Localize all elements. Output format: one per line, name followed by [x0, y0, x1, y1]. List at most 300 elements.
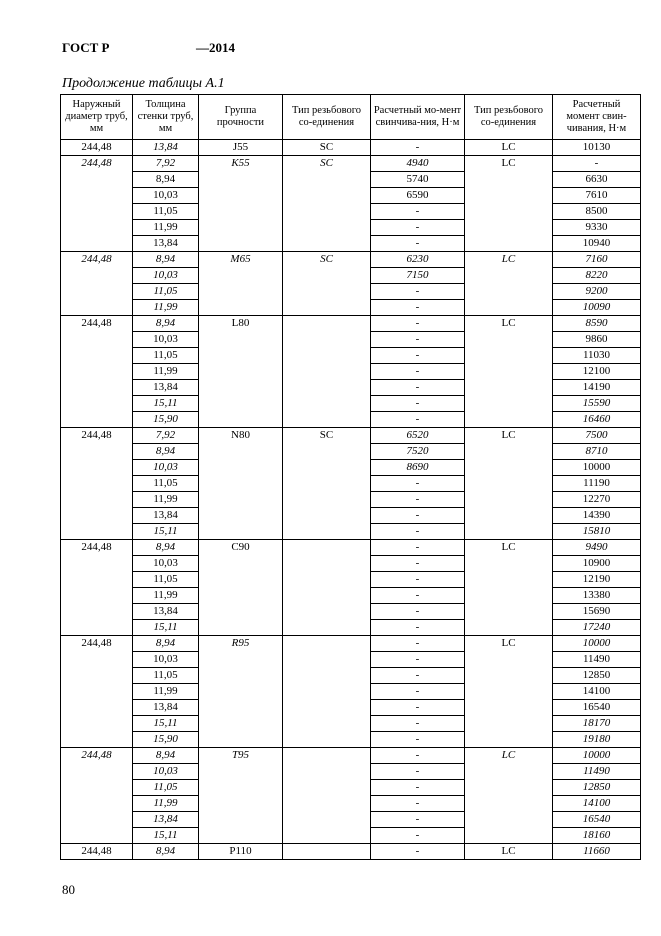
cell-conn1: SC	[283, 156, 371, 172]
cell-conn2	[465, 828, 553, 844]
cell-conn1	[283, 508, 371, 524]
table-row	[61, 732, 641, 748]
cell-thickness: 8,94	[133, 252, 199, 268]
cell-conn2	[465, 236, 553, 252]
cell-conn1	[283, 284, 371, 300]
cell-conn1	[283, 620, 371, 636]
cell-conn2	[465, 620, 553, 636]
cell-diameter	[61, 764, 133, 780]
cell-torque2: 10940	[553, 236, 641, 252]
cell-thickness: 11,99	[133, 492, 199, 508]
cell-conn1	[283, 764, 371, 780]
cell-torque2: 19180	[553, 732, 641, 748]
cell-thickness: 11,05	[133, 668, 199, 684]
cell-diameter	[61, 604, 133, 620]
cell-conn2: LC	[465, 140, 553, 156]
cell-thickness: 11,05	[133, 284, 199, 300]
cell-thickness: 11,05	[133, 348, 199, 364]
cell-thickness: 10,03	[133, 268, 199, 284]
cell-conn2	[465, 780, 553, 796]
cell-torque2: 13380	[553, 588, 641, 604]
cell-torque2: 14390	[553, 508, 641, 524]
document-header	[62, 40, 235, 56]
cell-thickness: 15,11	[133, 828, 199, 844]
cell-conn1	[283, 476, 371, 492]
table-row	[61, 668, 641, 684]
cell-conn1	[283, 732, 371, 748]
cell-torque1: -	[371, 508, 465, 524]
cell-torque2: 8710	[553, 444, 641, 460]
cell-conn2: LC	[465, 316, 553, 332]
table-row	[61, 332, 641, 348]
cell-conn1	[283, 588, 371, 604]
table-header-row	[61, 95, 641, 140]
cell-diameter: 244,48	[61, 636, 133, 652]
cell-conn1: SC	[283, 140, 371, 156]
cell-diameter	[61, 172, 133, 188]
table-row	[61, 268, 641, 284]
cell-torque1: -	[371, 412, 465, 428]
cell-torque1: 6590	[371, 188, 465, 204]
cell-conn2	[465, 188, 553, 204]
col-outer-diameter: Наружный диаметр труб, мм	[61, 95, 133, 140]
table-row	[61, 796, 641, 812]
cell-thickness: 15,11	[133, 620, 199, 636]
cell-torque1: -	[371, 332, 465, 348]
cell-conn2	[465, 460, 553, 476]
cell-conn2	[465, 172, 553, 188]
cell-torque1: -	[371, 236, 465, 252]
table-row	[61, 588, 641, 604]
col-wall-thickness: Толщина стенки труб, мм	[133, 95, 199, 140]
cell-group: M65	[199, 252, 283, 268]
cell-thickness: 8,94	[133, 540, 199, 556]
cell-torque1: -	[371, 556, 465, 572]
table-row	[61, 492, 641, 508]
cell-group: T95	[199, 748, 283, 764]
cell-conn2	[465, 796, 553, 812]
col-torque-1: Расчетный мо-мент свинчива-ния, Н·м	[371, 95, 465, 140]
cell-conn1	[283, 700, 371, 716]
table-row	[61, 412, 641, 428]
table-row	[61, 428, 641, 444]
cell-diameter: 244,48	[61, 540, 133, 556]
table-row	[61, 748, 641, 764]
cell-diameter	[61, 668, 133, 684]
cell-torque1: 4940	[371, 156, 465, 172]
cell-thickness: 13,84	[133, 812, 199, 828]
cell-torque2: 18170	[553, 716, 641, 732]
cell-diameter	[61, 204, 133, 220]
cell-diameter	[61, 460, 133, 476]
cell-conn2: LC	[465, 844, 553, 860]
cell-torque1: -	[371, 540, 465, 556]
cell-torque2: 10090	[553, 300, 641, 316]
cell-conn1	[283, 268, 371, 284]
cell-torque2: 10900	[553, 556, 641, 572]
cell-diameter	[61, 268, 133, 284]
cell-torque2: 7160	[553, 252, 641, 268]
cell-torque2: 15810	[553, 524, 641, 540]
cell-torque2: 16540	[553, 812, 641, 828]
cell-thickness: 13,84	[133, 604, 199, 620]
cell-torque2: 10130	[553, 140, 641, 156]
cell-conn2	[465, 364, 553, 380]
table-caption: Продолжение таблицы А.1	[62, 76, 225, 91]
cell-torque1: -	[371, 220, 465, 236]
cell-thickness: 11,99	[133, 220, 199, 236]
cell-torque1: -	[371, 524, 465, 540]
cell-group	[199, 332, 283, 348]
cell-torque1: 6230	[371, 252, 465, 268]
cell-thickness: 11,05	[133, 204, 199, 220]
cell-group	[199, 188, 283, 204]
table-row	[61, 284, 641, 300]
cell-group: K55	[199, 156, 283, 172]
cell-group	[199, 668, 283, 684]
standard-code: ГОСТ Р	[62, 40, 110, 55]
col-strength-group: Группа прочности	[199, 95, 283, 140]
cell-group	[199, 236, 283, 252]
cell-torque2: 17240	[553, 620, 641, 636]
cell-diameter: 244,48	[61, 156, 133, 172]
cell-conn2: LC	[465, 636, 553, 652]
table-row	[61, 828, 641, 844]
table-row	[61, 604, 641, 620]
cell-conn2	[465, 396, 553, 412]
cell-diameter	[61, 492, 133, 508]
cell-group	[199, 812, 283, 828]
cell-diameter	[61, 444, 133, 460]
cell-torque2: 10000	[553, 460, 641, 476]
cell-thickness: 13,84	[133, 700, 199, 716]
cell-thickness: 8,94	[133, 316, 199, 332]
cell-conn2	[465, 300, 553, 316]
cell-torque1: -	[371, 828, 465, 844]
cell-diameter	[61, 620, 133, 636]
cell-conn1	[283, 396, 371, 412]
table-row	[61, 252, 641, 268]
cell-diameter	[61, 524, 133, 540]
cell-conn1: SC	[283, 252, 371, 268]
cell-torque2: 6630	[553, 172, 641, 188]
cell-thickness: 8,94	[133, 636, 199, 652]
cell-torque1: -	[371, 780, 465, 796]
table-row	[61, 764, 641, 780]
cell-torque1: -	[371, 604, 465, 620]
cell-thickness: 13,84	[133, 140, 199, 156]
table-row	[61, 380, 641, 396]
cell-group	[199, 716, 283, 732]
cell-torque2: 14190	[553, 380, 641, 396]
cell-diameter	[61, 812, 133, 828]
cell-torque2: 18160	[553, 828, 641, 844]
cell-conn2	[465, 524, 553, 540]
cell-thickness: 7,92	[133, 428, 199, 444]
table-row	[61, 572, 641, 588]
cell-group	[199, 796, 283, 812]
cell-diameter	[61, 300, 133, 316]
cell-conn2: LC	[465, 748, 553, 764]
cell-group	[199, 348, 283, 364]
cell-conn1	[283, 636, 371, 652]
cell-thickness: 11,05	[133, 780, 199, 796]
table-row	[61, 396, 641, 412]
table-row	[61, 364, 641, 380]
cell-torque2: 15690	[553, 604, 641, 620]
cell-diameter	[61, 700, 133, 716]
cell-torque2: 8590	[553, 316, 641, 332]
cell-torque1: -	[371, 796, 465, 812]
cell-conn2	[465, 332, 553, 348]
cell-conn2	[465, 380, 553, 396]
cell-torque2: 10000	[553, 636, 641, 652]
table-row	[61, 172, 641, 188]
cell-conn2	[465, 492, 553, 508]
cell-conn2: LC	[465, 540, 553, 556]
table-row	[61, 460, 641, 476]
cell-thickness: 13,84	[133, 380, 199, 396]
cell-torque2: 15590	[553, 396, 641, 412]
cell-torque2: 14100	[553, 796, 641, 812]
cell-diameter	[61, 284, 133, 300]
table-row	[61, 236, 641, 252]
cell-conn2	[465, 556, 553, 572]
cell-group	[199, 780, 283, 796]
cell-thickness: 10,03	[133, 764, 199, 780]
cell-diameter	[61, 220, 133, 236]
cell-thickness: 13,84	[133, 508, 199, 524]
cell-diameter	[61, 732, 133, 748]
table-row	[61, 844, 641, 860]
cell-conn1	[283, 460, 371, 476]
cell-conn2: LC	[465, 252, 553, 268]
cell-conn2: LC	[465, 156, 553, 172]
cell-conn1	[283, 556, 371, 572]
cell-group: J55	[199, 140, 283, 156]
cell-torque1: -	[371, 396, 465, 412]
cell-conn2	[465, 268, 553, 284]
cell-conn2	[465, 204, 553, 220]
cell-conn1	[283, 316, 371, 332]
cell-conn2	[465, 572, 553, 588]
cell-conn1	[283, 412, 371, 428]
cell-torque1: -	[371, 700, 465, 716]
cell-thickness: 11,05	[133, 572, 199, 588]
table-row	[61, 444, 641, 460]
cell-torque1: -	[371, 684, 465, 700]
table-row	[61, 700, 641, 716]
cell-diameter	[61, 412, 133, 428]
cell-thickness: 10,03	[133, 460, 199, 476]
cell-conn1	[283, 668, 371, 684]
table-row	[61, 524, 641, 540]
cell-torque2: 11190	[553, 476, 641, 492]
cell-torque1: -	[371, 764, 465, 780]
cell-group	[199, 380, 283, 396]
cell-torque1: -	[371, 364, 465, 380]
table-row	[61, 204, 641, 220]
cell-conn2	[465, 220, 553, 236]
cell-thickness: 11,99	[133, 364, 199, 380]
cell-torque1: -	[371, 668, 465, 684]
cell-conn1	[283, 796, 371, 812]
cell-group	[199, 460, 283, 476]
cell-group	[199, 588, 283, 604]
cell-conn1	[283, 348, 371, 364]
cell-diameter	[61, 796, 133, 812]
cell-torque2: 9490	[553, 540, 641, 556]
cell-conn2	[465, 684, 553, 700]
cell-group	[199, 556, 283, 572]
cell-conn1	[283, 204, 371, 220]
cell-torque2: 14100	[553, 684, 641, 700]
table-row	[61, 556, 641, 572]
cell-group	[199, 764, 283, 780]
cell-torque2: 11660	[553, 844, 641, 860]
cell-group	[199, 300, 283, 316]
cell-thickness: 7,92	[133, 156, 199, 172]
cell-torque1: -	[371, 588, 465, 604]
cell-thickness: 15,11	[133, 716, 199, 732]
cell-thickness: 8,94	[133, 844, 199, 860]
cell-torque1: 7520	[371, 444, 465, 460]
cell-group	[199, 620, 283, 636]
cell-torque2: 12190	[553, 572, 641, 588]
cell-torque2: 11030	[553, 348, 641, 364]
table-row	[61, 508, 641, 524]
cell-conn1	[283, 220, 371, 236]
cell-torque2: 12270	[553, 492, 641, 508]
cell-torque1: -	[371, 844, 465, 860]
cell-thickness: 11,99	[133, 796, 199, 812]
cell-conn1	[283, 364, 371, 380]
cell-torque1: -	[371, 636, 465, 652]
cell-torque2: 10000	[553, 748, 641, 764]
cell-torque1: 6520	[371, 428, 465, 444]
table-row	[61, 476, 641, 492]
cell-torque1: -	[371, 492, 465, 508]
cell-conn2	[465, 700, 553, 716]
table-row	[61, 140, 641, 156]
cell-torque2: 7500	[553, 428, 641, 444]
cell-torque1: -	[371, 300, 465, 316]
cell-group	[199, 220, 283, 236]
cell-conn2	[465, 716, 553, 732]
cell-diameter	[61, 588, 133, 604]
table-row	[61, 620, 641, 636]
cell-group: R95	[199, 636, 283, 652]
cell-conn1	[283, 748, 371, 764]
table-row	[61, 716, 641, 732]
cell-group	[199, 524, 283, 540]
cell-torque2: 9330	[553, 220, 641, 236]
cell-group	[199, 396, 283, 412]
cell-diameter	[61, 828, 133, 844]
cell-conn1	[283, 380, 371, 396]
table-row	[61, 156, 641, 172]
table-row	[61, 188, 641, 204]
cell-torque2: 11490	[553, 652, 641, 668]
cell-thickness: 15,11	[133, 396, 199, 412]
cell-diameter	[61, 188, 133, 204]
table-row	[61, 300, 641, 316]
cell-diameter: 244,48	[61, 844, 133, 860]
cell-thickness: 10,03	[133, 332, 199, 348]
cell-thickness: 11,99	[133, 300, 199, 316]
cell-group	[199, 444, 283, 460]
cell-torque1: -	[371, 652, 465, 668]
cell-group	[199, 652, 283, 668]
cell-torque2: 11490	[553, 764, 641, 780]
cell-torque1: -	[371, 380, 465, 396]
cell-conn1: SC	[283, 428, 371, 444]
cell-group	[199, 684, 283, 700]
cell-torque1: 8690	[371, 460, 465, 476]
cell-group: L80	[199, 316, 283, 332]
cell-torque1: -	[371, 812, 465, 828]
cell-group	[199, 172, 283, 188]
cell-thickness: 10,03	[133, 652, 199, 668]
cell-thickness: 8,94	[133, 444, 199, 460]
cell-diameter	[61, 508, 133, 524]
cell-conn1	[283, 572, 371, 588]
cell-thickness: 10,03	[133, 556, 199, 572]
cell-conn1	[283, 540, 371, 556]
cell-torque1: -	[371, 348, 465, 364]
cell-conn1	[283, 780, 371, 796]
cell-torque1: 5740	[371, 172, 465, 188]
cell-diameter: 244,48	[61, 252, 133, 268]
cell-torque1: -	[371, 716, 465, 732]
cell-diameter	[61, 380, 133, 396]
table-row	[61, 348, 641, 364]
col-torque-2: Расчетный момент свин-чивания, Н·м	[553, 95, 641, 140]
table-row	[61, 652, 641, 668]
cell-diameter	[61, 348, 133, 364]
cell-conn2	[465, 812, 553, 828]
cell-conn1	[283, 604, 371, 620]
cell-conn1	[283, 444, 371, 460]
cell-diameter: 244,48	[61, 140, 133, 156]
cell-conn1	[283, 524, 371, 540]
cell-diameter	[61, 652, 133, 668]
cell-diameter	[61, 476, 133, 492]
cell-diameter	[61, 236, 133, 252]
table-row	[61, 812, 641, 828]
cell-conn2	[465, 604, 553, 620]
cell-torque2: 8500	[553, 204, 641, 220]
cell-conn1	[283, 812, 371, 828]
cell-torque1: -	[371, 140, 465, 156]
cell-thickness: 15,90	[133, 412, 199, 428]
cell-group	[199, 476, 283, 492]
cell-torque1: -	[371, 572, 465, 588]
cell-group	[199, 364, 283, 380]
cell-conn1	[283, 172, 371, 188]
cell-group	[199, 508, 283, 524]
cell-diameter	[61, 332, 133, 348]
cell-thickness: 15,90	[133, 732, 199, 748]
table-row	[61, 316, 641, 332]
cell-torque1: -	[371, 748, 465, 764]
cell-torque1: -	[371, 476, 465, 492]
cell-conn1	[283, 188, 371, 204]
cell-conn1	[283, 300, 371, 316]
table-row	[61, 636, 641, 652]
cell-thickness: 11,99	[133, 684, 199, 700]
cell-thickness: 10,03	[133, 188, 199, 204]
